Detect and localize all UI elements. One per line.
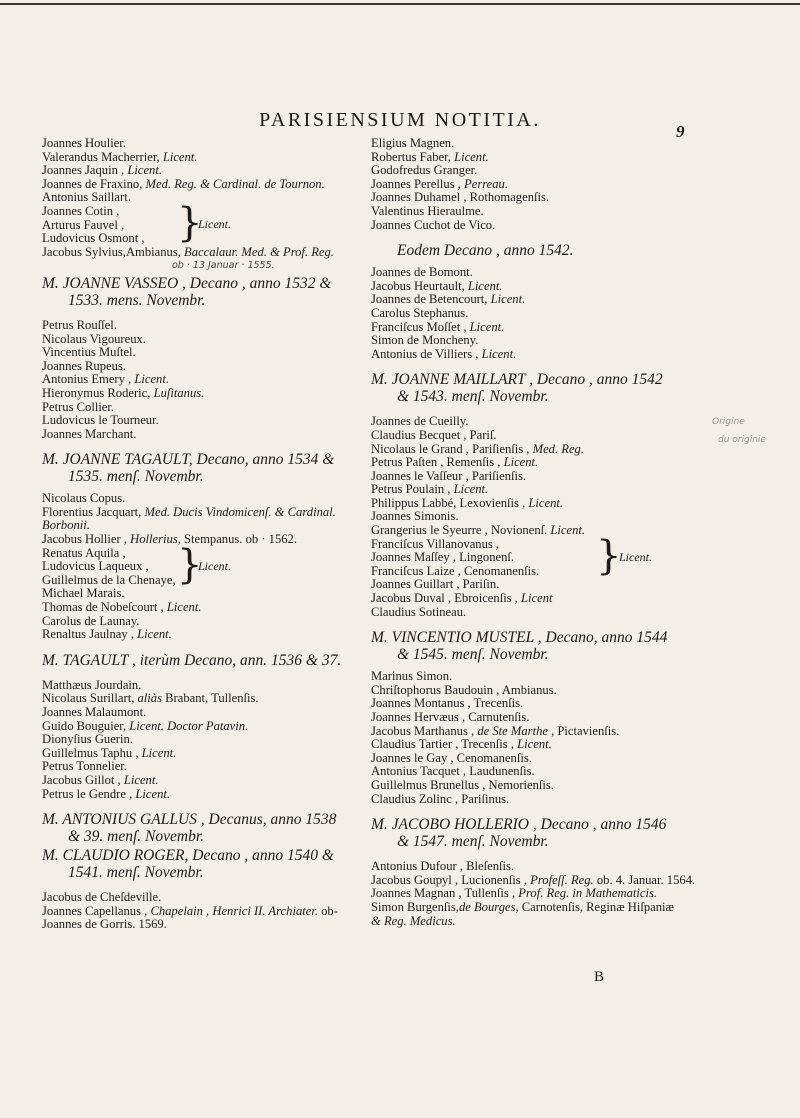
entry-name: Nicolaus Vigoureux. xyxy=(42,331,146,346)
entry-name: Valentinus Hieraulme. xyxy=(371,203,484,218)
entry-line xyxy=(371,711,716,725)
spacer xyxy=(42,642,364,650)
margin-note-2: du originie xyxy=(718,435,766,445)
entry-title: Licent. xyxy=(453,482,489,497)
entry-name: Petrus Poulain , xyxy=(371,482,454,497)
entry-line xyxy=(371,524,716,538)
entry-line xyxy=(371,578,716,592)
entry-line xyxy=(371,606,716,620)
entry-title: Borbonii. xyxy=(42,518,90,533)
dean-heading-line: M. JOANNE MAILLART , Decano , anno 1542 xyxy=(371,371,663,389)
entry-line: Ludovicus Laqueux , xyxy=(42,559,149,574)
entry-line xyxy=(371,697,716,711)
entry-name: Joannes Houlier. xyxy=(42,136,126,150)
entry-title: de Ste Marthe xyxy=(477,723,548,738)
dean-heading xyxy=(42,275,364,309)
entry-line xyxy=(371,266,716,280)
entry-line: Renatus Aquila , xyxy=(42,545,126,560)
signature-mark: B xyxy=(594,969,605,985)
entry-title: Licent. xyxy=(123,772,159,787)
brace-label: Licent. xyxy=(198,216,231,231)
entry-name: Jacobus Duval , Ebroicenſis , xyxy=(371,591,522,606)
handwritten-note: ob · 13 Januar · 1555. xyxy=(172,260,275,272)
entry-title: Luſitanus. xyxy=(153,385,205,400)
entry-line xyxy=(42,492,364,506)
entry-name: Robertus Faber, xyxy=(371,149,455,164)
entry-line xyxy=(371,178,716,192)
entry-name: Hieronymus Roderic, xyxy=(42,385,154,400)
entry-name: Joannes Malaumont. xyxy=(42,705,147,719)
entry-name: Joannes Magnan , Tullenſis , xyxy=(371,886,519,901)
entry-name: Petrus Collier. xyxy=(42,399,115,414)
dean-heading-line: & 1543. menſ. Novembr. xyxy=(397,388,549,406)
entry-title: Med. Reg. & Cardinal. de Tournon. xyxy=(145,176,325,191)
entry-line xyxy=(371,901,716,915)
entry-line xyxy=(42,333,364,347)
entry-title: aliàs xyxy=(137,691,162,706)
entry-name: Joannes de Bomont. xyxy=(371,265,473,280)
entry-line xyxy=(371,592,716,606)
entry-line xyxy=(371,793,716,807)
right-column xyxy=(371,137,716,928)
dean-heading-line: 1533. mens. Novembr. xyxy=(68,291,206,309)
entry-title: Profeſſ. Reg. xyxy=(530,872,594,887)
spacer xyxy=(371,806,716,814)
entry-line xyxy=(371,670,716,684)
entry-title: Baccalaur. Med. & Prof. Reg. xyxy=(184,244,334,259)
entry-name: Eligius Magnen. xyxy=(371,136,455,150)
brace-label: Licent. xyxy=(198,558,231,573)
entry-line xyxy=(42,346,364,360)
entry-name: Joannes Perellus , xyxy=(371,176,465,191)
entry-line xyxy=(42,178,364,192)
entry-name: Nicolaus Copus. xyxy=(42,491,126,506)
entry-title: Licent. xyxy=(550,523,586,538)
entry-title: Licent. xyxy=(481,346,517,361)
entry-line xyxy=(42,587,364,601)
entry-title: Licent. xyxy=(469,319,505,334)
dean-heading-line: M. VINCENTIO MUSTEL , Decano, anno 1544 xyxy=(371,629,668,647)
dean-heading-line: M. JACOBO HOLLERIO , Decano , anno 1546 xyxy=(371,816,667,834)
entry-line: Guillelmus de la Chenaye, xyxy=(42,572,176,587)
dean-heading-line: M. JOANNE VASSEO , Decano , anno 1532 & xyxy=(42,274,332,292)
dean-heading-line: M. ANTONIUS GALLUS , Decanus, anno 1538 xyxy=(42,811,337,829)
entry-line xyxy=(371,456,716,470)
dean-heading xyxy=(42,811,364,845)
entry-line xyxy=(371,470,716,484)
entry-name: Joannes Cuchot de Vico. xyxy=(371,217,496,232)
entry-title: Licent. xyxy=(134,372,169,387)
entry-title: Licent. xyxy=(141,745,177,760)
entry-name: Thomas de Nobeſcourt , xyxy=(42,600,167,615)
entry-line xyxy=(371,191,716,205)
entry-line xyxy=(371,321,716,335)
entry-name: Claudius Tartier , Trecenſis , xyxy=(371,737,518,752)
entry-name: Antonius Tacquet , Laudunenſis. xyxy=(371,764,535,779)
spacer xyxy=(42,441,364,449)
entry-name: Joannes Simonis. xyxy=(371,509,459,524)
entry-line xyxy=(371,874,716,888)
entry-name: Joannes de Gorris. xyxy=(42,917,136,932)
dean-heading-line: 1535. menſ. Novembr. xyxy=(68,468,204,486)
entry-title: Licent. Doctor Patavin. xyxy=(129,718,249,733)
entry-line xyxy=(371,725,716,739)
entry-name: Jacobus Hollier , xyxy=(42,532,131,547)
entry-line xyxy=(371,219,716,233)
dean-heading xyxy=(371,629,716,663)
entry-line xyxy=(42,628,364,642)
entry-line xyxy=(42,151,364,165)
entry-title: Licent. xyxy=(162,149,198,164)
entry-line xyxy=(371,738,716,752)
entry-title: Licent. xyxy=(127,163,162,178)
entry-line xyxy=(371,915,716,929)
entry-name: Godofredus Granger. xyxy=(371,163,478,178)
entry-name: Jacobus Goupyl , Lucionenſis , xyxy=(371,872,531,887)
entry-line xyxy=(371,765,716,779)
entry-line xyxy=(371,137,716,151)
entry-title: Licent. xyxy=(166,600,202,615)
entry-suffix: , Stempanus. ob · 1562. xyxy=(177,532,298,547)
entry-line xyxy=(371,151,716,165)
entry-line xyxy=(42,891,364,905)
brace-group xyxy=(42,199,364,246)
spacer xyxy=(371,361,716,369)
entry-line xyxy=(371,348,716,362)
dean-heading-line: & 1547. menſ. Novembr. xyxy=(397,833,549,851)
entry-name: Guillelmus Taphu , xyxy=(42,745,142,760)
entry-name: Joannes Capellanus , xyxy=(42,903,151,918)
entry-line xyxy=(42,905,364,919)
entry-line: Franciſcus Villanovanus , xyxy=(371,536,500,551)
entry-name: Claudius Zolinc , Pariſinus. xyxy=(371,791,510,806)
entry-name: Valerandus Macherrier, xyxy=(42,149,163,164)
entry-title: Prof. Reg. in Mathematicis. xyxy=(518,886,658,901)
entry-name: Antonius Saillart. xyxy=(42,190,131,205)
brace-symbol: } xyxy=(596,532,622,579)
entry-suffix: ob- xyxy=(317,903,338,918)
entry-title: Licent. xyxy=(137,627,172,642)
dean-heading-line: M. TAGAULT , iterùm Decano, ann. 1536 & 37. xyxy=(42,651,342,669)
entry-title: Licent. xyxy=(517,737,552,752)
entry-name: Grangerius le Syeurre , Novionenſ. xyxy=(371,523,551,538)
entry-line xyxy=(42,706,364,720)
entry-name: Guillelmus Brunellus , Nemorienſis. xyxy=(371,777,554,792)
entry-name: Jacobus Heurtault, xyxy=(371,278,468,293)
entry-line xyxy=(42,760,364,774)
entry-line xyxy=(371,860,716,874)
entry-line xyxy=(42,137,364,151)
entry-name: Joannes Duhamel , Rothomagenſis. xyxy=(371,190,550,205)
entry-line xyxy=(42,720,364,734)
entry-suffix: Brabant, Tullenſis. xyxy=(162,691,259,706)
entry-line xyxy=(42,533,364,547)
entry-line: Arturus Fauvel , xyxy=(42,217,125,232)
brace-group xyxy=(42,541,364,588)
entry-name: Joannes Rupeus. xyxy=(42,358,126,373)
entry-line xyxy=(371,293,716,307)
dean-heading-line: 1541. menſ. Novembr. xyxy=(68,864,204,882)
entry-name: Franciſcus Moſſet , xyxy=(371,319,470,334)
entry-suffix: ob. 4. Januar. 1564. xyxy=(593,872,696,887)
entry-name: Joannes Marchant. xyxy=(42,426,137,441)
entry-suffix: 1569. xyxy=(135,917,167,932)
entry-line xyxy=(371,497,716,511)
entry-line xyxy=(42,414,364,428)
entry-title: Licent. xyxy=(135,786,171,801)
margin-note-1: Origine xyxy=(712,417,745,427)
entry-title: Perreau. xyxy=(464,176,508,191)
entry-line xyxy=(42,373,364,387)
entry-line: Franciſcus Laize , Cenomanenſis. xyxy=(371,563,540,578)
entry-name: Petrus le Gendre , xyxy=(42,786,136,801)
entry-line xyxy=(42,788,364,802)
entry-name: Joannes le Gay , Cenomanenſis. xyxy=(371,750,532,765)
entry-line xyxy=(371,887,716,901)
entry-name: Joannes Hervæus , Carnutenſis. xyxy=(371,710,530,724)
entry-title: Chapelain , Henrici II. Archiater. xyxy=(150,903,318,918)
entry-name: Antonius Emery , xyxy=(42,372,135,387)
entry-name: Petrus Paſten , Remenſis , xyxy=(371,455,504,470)
page-number: 9 xyxy=(676,122,685,141)
entry-name: Nicolaus Surillart, xyxy=(42,691,138,706)
spacer xyxy=(371,619,716,627)
entry-line xyxy=(371,164,716,178)
entry-name: Jacobus Marthanus , xyxy=(371,723,478,738)
entry-line xyxy=(42,679,364,693)
spacer xyxy=(371,232,716,240)
dean-heading xyxy=(42,652,364,669)
entry-line xyxy=(371,280,716,294)
spacer xyxy=(42,801,364,809)
entry-suffix: , Carnotenſis, Reginæ Hiſpaniæ xyxy=(515,899,674,914)
dean-heading xyxy=(371,242,716,259)
entry-line xyxy=(371,429,716,443)
entry-name: Carolus de Launay. xyxy=(42,613,140,628)
entry-line: Joannes Cotin , xyxy=(42,203,120,218)
entry-line xyxy=(42,747,364,761)
entry-title: Licent. xyxy=(467,278,503,293)
entry-line xyxy=(371,415,716,429)
dean-heading xyxy=(42,847,364,881)
dean-heading-line: M. CLAUDIO ROGER, Decano , anno 1540 & xyxy=(42,847,334,865)
top-rule xyxy=(0,3,800,5)
entry-name: Marinus Simon. xyxy=(371,669,453,684)
entry-line xyxy=(42,692,364,706)
entry-name: Florentius Jacquart, xyxy=(42,504,145,519)
entry-line xyxy=(42,387,364,401)
entry-name: Antonius Dufour , Bleſenſis. xyxy=(371,859,515,874)
entry-line xyxy=(371,307,716,321)
entry-title: Med. Ducis Vindomicenſ. & Cardinal. xyxy=(144,504,336,519)
entry-line xyxy=(42,164,364,178)
entry-line xyxy=(42,918,364,932)
entry-line xyxy=(42,519,364,533)
entry-line xyxy=(42,733,364,747)
entry-line xyxy=(42,601,364,615)
entry-line xyxy=(42,401,364,415)
entry-name: Joannes de Cueilly. xyxy=(371,414,469,429)
entry-line xyxy=(42,506,364,520)
entry-title: de Bourges xyxy=(458,899,516,914)
dean-heading xyxy=(371,371,716,405)
brace-label: Licent. xyxy=(619,549,652,564)
entry-line xyxy=(42,319,364,333)
entry-name: Petrus Rouſſel. xyxy=(42,317,117,332)
entry-name: Joannes le Vaſſeur , Pariſienſis. xyxy=(371,468,527,483)
entry-title: Licent. xyxy=(528,495,564,510)
entry-name: Jacobus de Cheſdeville. xyxy=(42,890,162,905)
entry-name: Matthæus Jourdain. xyxy=(42,677,142,692)
dean-heading-line: & 39. menſ. Novembr. xyxy=(68,828,205,846)
entry-line xyxy=(371,779,716,793)
entry-name: Guido Bouguier, xyxy=(42,718,130,733)
brace-group xyxy=(371,532,716,579)
entry-title: Hollerius xyxy=(130,532,178,547)
entry-name: Joannes Montanus , Trecenſis. xyxy=(371,696,524,711)
entry-name: Vincentius Muſtel. xyxy=(42,345,136,360)
entry-line xyxy=(42,360,364,374)
entry-name: Simon de Moncheny. xyxy=(371,333,479,348)
dean-heading-line: & 1545. menſ. Novembr. xyxy=(397,646,549,664)
entry-line xyxy=(371,684,716,698)
entry-name: Philippus Labbé, Lexovienſis , xyxy=(371,495,529,510)
dean-heading-line: Eodem Decano , anno 1542. xyxy=(397,242,574,260)
entry-name: Joannes Jaquin , xyxy=(42,163,128,178)
brace-symbol: } xyxy=(177,541,203,588)
entry-line xyxy=(42,246,364,260)
dean-heading-line: M. JOANNE TAGAULT, Decano, anno 1534 & xyxy=(42,451,335,469)
entry-title: Licent. xyxy=(490,292,526,307)
entry-name: Joannes de Fraxino, xyxy=(42,176,146,191)
entry-name: Simon Burgenſis, xyxy=(371,899,459,914)
dean-heading xyxy=(371,816,716,850)
entry-line xyxy=(371,205,716,219)
entry-name: Dionyſius Guerin. xyxy=(42,732,133,747)
entry-name: Michael Marais. xyxy=(42,586,125,601)
entry-title: Med. Reg. xyxy=(532,441,584,456)
entry-name: Ludovicus le Tourneur. xyxy=(42,413,159,428)
left-column xyxy=(42,137,364,932)
entry-line xyxy=(42,615,364,629)
entry-name: Renaltus Jaulnay , xyxy=(42,627,138,642)
page-header: PARISIENSIUM NOTITIA. xyxy=(259,109,541,131)
entry-title: & Reg. Medicus. xyxy=(371,913,456,928)
dean-heading xyxy=(42,451,364,485)
entry-title: Licent. xyxy=(454,149,489,164)
entry-line xyxy=(42,774,364,788)
entry-line xyxy=(371,752,716,766)
entry-name: Chriſtophorus Baudouin , Ambianus. xyxy=(371,682,557,697)
entry-title: Licent. xyxy=(503,455,539,470)
entry-name: Joannes Guillart , Pariſin. xyxy=(371,577,500,592)
entry-line xyxy=(371,334,716,348)
entry-name: Joannes de Betencourt, xyxy=(371,292,491,307)
entry-line xyxy=(371,483,716,497)
entry-name: Claudius Sotineau. xyxy=(371,604,467,619)
entry-name: Nicolaus le Grand , Pariſienſis , xyxy=(371,441,533,456)
entry-line xyxy=(371,443,716,457)
entry-name: Carolus Stephanus. xyxy=(371,305,469,320)
entry-name: Jacobus Sylvius,Ambianus, xyxy=(42,244,185,259)
entry-name: Jacobus Gillot , xyxy=(42,772,124,787)
entry-name: Claudius Becquet , Pariſ. xyxy=(371,427,497,442)
entry-line xyxy=(371,510,716,524)
entry-line: Joannes Maſſey , Lingonenſ. xyxy=(371,550,515,565)
brace-symbol: } xyxy=(177,199,203,246)
entry-line: Ludovicus Osmont , xyxy=(42,231,145,246)
entry-title: Licent xyxy=(521,591,553,606)
entry-suffix: , Pictavienſis. xyxy=(547,723,620,738)
entry-name: Petrus Tonnelier. xyxy=(42,759,127,774)
entry-line xyxy=(42,428,364,442)
entry-line xyxy=(42,191,364,205)
entry-name: Antonius de Villiers , xyxy=(371,346,482,361)
